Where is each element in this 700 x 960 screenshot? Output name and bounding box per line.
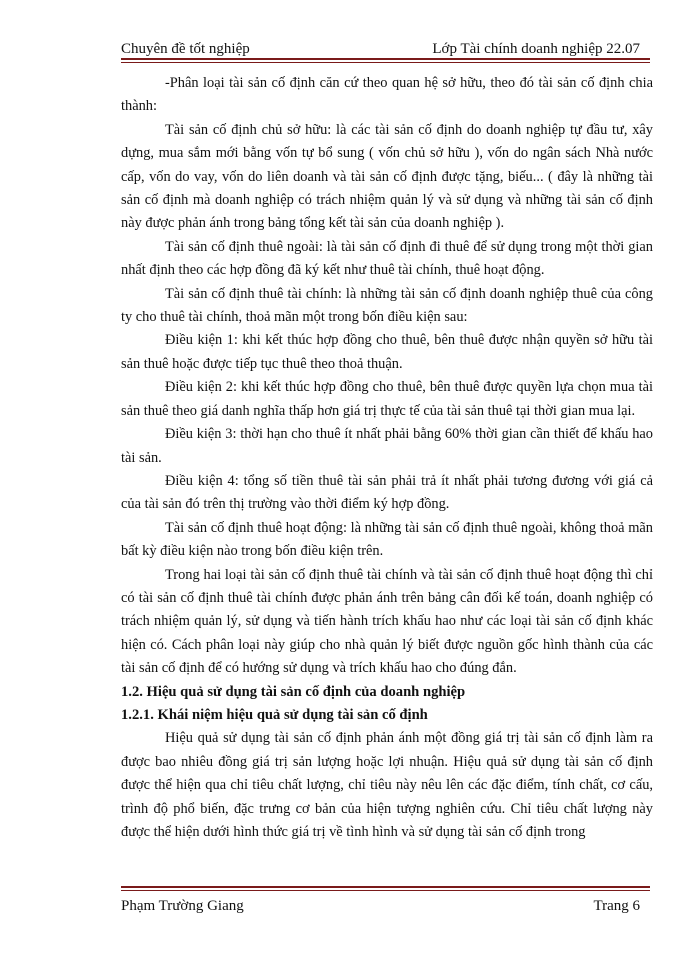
paragraph-classification: -Phân loại tài sản cố định căn cứ theo quan hệ sở hữu, theo đó tài sản cố định chia thành: <box>121 75 653 115</box>
paragraph-leased-assets: Tài sản cố định thuê ngoài: là tài sản cố định đi thuê để sử dụng trong một thời gian nhất định theo các hợp đồng đã ký kết như thuê tài chính, thuê hoạt động. <box>121 238 653 279</box>
subsection-heading: 1.2.1. Khái niệm hiệu quả sử dụng tài sản cố định <box>121 706 428 723</box>
footer-rule-thick <box>121 886 650 888</box>
paragraph-condition-2: Điều kiện 2: khi kết thúc hợp đồng cho thuê, bên thuê được quyền lựa chọn mua tài sản thuê theo giá danh nghĩa thấp hơn giá trị thực tế của tài sản thuê tại thời gian mua lại. <box>121 379 653 419</box>
paragraph-condition-3: Điều kiện 3: thời hạn cho thuê ít nhất phải bằng 60% thời gian cần thiết để khấu hao tài sản. <box>121 426 653 466</box>
paragraph-owned-assets: Tài sản cố định chủ sở hữu: là các tài sản cố định do doanh nghiệp tự đầu tư, xây dựng, mua sắm mới bằng vốn tự bổ sung ( vốn chủ sở hữu ), vốn do ngân sách Nhà nước cấp, vốn do vay, vốn do liên doanh và tài sản cố định được tặng, biếu... ( đây là những tài sản cố định mà doanh nghiệp có trách nhiệm quản lý và sử dụng và những tài sản cố định này được phản ánh trong bảng tổng kết tài sản của doanh nghiệp ). <box>121 121 653 232</box>
paragraph-efficiency-definition: Hiệu quả sử dụng tài sản cố định phản ánh một đồng giá trị tài sản cố định làm ra được bao nhiêu đồng giá trị sản lượng hoặc lợi nhuận. Hiệu quả sử dụng tài sản cố định được thể hiện qua chỉ tiêu chất lượng, chỉ tiêu này nêu lên các đặc điểm, tính chất, cơ cấu, trình độ phổ biến, đặc trưng cơ bản của hiện tượng nghiên cứu. Chỉ tiêu chất lượng này được thể hiện dưới hình thức giá trị về tình hình và sử dụng tài sản cố định trong <box>121 730 653 840</box>
footer-page-number: Trang 6 <box>593 897 640 914</box>
header-rule-thin <box>121 62 650 63</box>
page-footer <box>121 894 640 918</box>
header-rule-thick <box>121 58 650 60</box>
page-body <box>121 72 653 844</box>
paragraph-condition-1: Điều kiện 1: khi kết thúc hợp đồng cho thuê, bên thuê được nhận quyền sở hữu tài sản thuê hoặc được tiếp tục thuê theo thoả thuận. <box>121 332 653 372</box>
paragraph-condition-4: Điều kiện 4: tổng số tiền thuê tài sản phải trả ít nhất phải tương đương với giá cả của tài sản đó trên thị trường vào thời điểm ký hợp đồng. <box>121 472 653 513</box>
section-heading: 1.2. Hiệu quả sử dụng tài sản cố định của doanh nghiệp <box>121 683 466 700</box>
paragraph-lease-comparison: Trong hai loại tài sản cố định thuê tài chính và tài sản cố định thuê hoạt động thì chỉ có tài sản cố định thuê tài chính được phản ánh trên bảng cân đối kế toán, doanh nghiệp có trách nhiệm quản lý, sử dụng và tiến hành trích khấu hao như các loại tài sản cố định khác hiện có. Cách phân loại này giúp cho nhà quản lý biết được nguồn gốc hình thành của các tài sản cố định để có hướng sử dụng và trích khấu hao cho đúng đắn. <box>121 566 653 677</box>
header-document-type: Chuyên đề tốt nghiệp <box>121 41 250 57</box>
paragraph-finance-lease: Tài sản cố định thuê tài chính: là những tài sản cố định doanh nghiệp thuê của công ty cho thuê tài chính, thoả mãn một trong bốn điều kiện sau: <box>121 285 653 326</box>
page-header <box>121 34 640 58</box>
header-class-name: Lớp Tài chính doanh nghiệp 22.07 <box>432 41 640 57</box>
footer-author: Phạm Trường Giang <box>121 897 244 914</box>
footer-rule-thin <box>121 890 650 891</box>
paragraph-operating-lease: Tài sản cố định thuê hoạt động: là những tài sản cố định thuê ngoài, không thoả mãn bất kỳ điều kiện nào trong bốn điều kiện trên. <box>121 519 653 560</box>
